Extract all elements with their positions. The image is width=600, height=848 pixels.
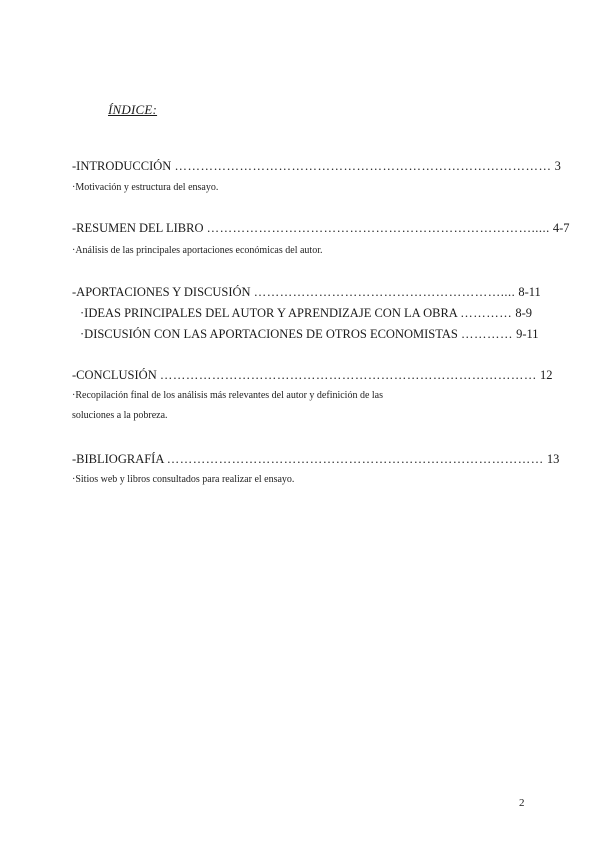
toc-entry-conclusion xyxy=(72,367,552,383)
toc-leader-dots: ………… xyxy=(460,306,513,320)
toc-description: ·Análisis de las principales aportaciones económicas del autor. xyxy=(72,245,323,256)
toc-leader-dots: …………………………………………………………………..... xyxy=(206,221,550,235)
toc-description: ·Recopilación final de los análisis más relevantes del autor y definición de las xyxy=(72,390,384,401)
toc-leader-dots: …………………………………………………………………………… xyxy=(174,159,552,173)
toc-entry-label: -CONCLUSIÓN xyxy=(72,368,157,382)
toc-leader-dots: ………………………………………………….... xyxy=(253,285,516,299)
toc-entry-label: ·DISCUSIÓN CON LAS APORTACIONES DE OTROS ECONOMISTAS xyxy=(80,327,458,341)
toc-entry-label: ·IDEAS PRINCIPALES DEL AUTOR Y APRENDIZAJE CON LA OBRA xyxy=(80,306,458,320)
toc-page-number: 9-11 xyxy=(516,327,539,341)
toc-entry-label: -BIBLIOGRAFÍA xyxy=(72,452,164,466)
toc-leader-dots: …………………………………………………………………………… xyxy=(166,452,544,466)
toc-page-number: 3 xyxy=(554,159,561,173)
toc-leader-dots: …………………………………………………………………………… xyxy=(159,368,537,382)
toc-leader-dots: ………… xyxy=(460,327,513,341)
toc-entry-aportaciones xyxy=(72,284,541,300)
toc-entry-label: -INTRODUCCIÓN xyxy=(72,159,172,173)
toc-entry-label: -RESUMEN DEL LIBRO xyxy=(72,221,204,235)
toc-subentry-discusion xyxy=(80,326,539,342)
toc-entry-bibliografia xyxy=(72,451,559,467)
toc-subentry-ideas xyxy=(80,305,532,321)
toc-entry-label: -APORTACIONES Y DISCUSIÓN xyxy=(72,285,251,299)
toc-description-continued: soluciones a la pobreza. xyxy=(72,410,168,421)
toc-page-number: 8-9 xyxy=(515,306,533,320)
page-number: 2 xyxy=(519,797,525,809)
toc-page-number: 8-11 xyxy=(518,285,541,299)
toc-entry-introduccion xyxy=(72,158,561,174)
toc-page-number: 12 xyxy=(539,368,553,382)
toc-entry-resumen xyxy=(72,220,570,236)
toc-page-number: 13 xyxy=(546,452,560,466)
index-title: ÍNDICE: xyxy=(108,102,158,117)
toc-description: ·Sitios web y libros consultados para realizar el ensayo. xyxy=(72,474,295,485)
toc-page-number: 4-7 xyxy=(552,221,570,235)
toc-description: ·Motivación y estructura del ensayo. xyxy=(72,182,219,193)
